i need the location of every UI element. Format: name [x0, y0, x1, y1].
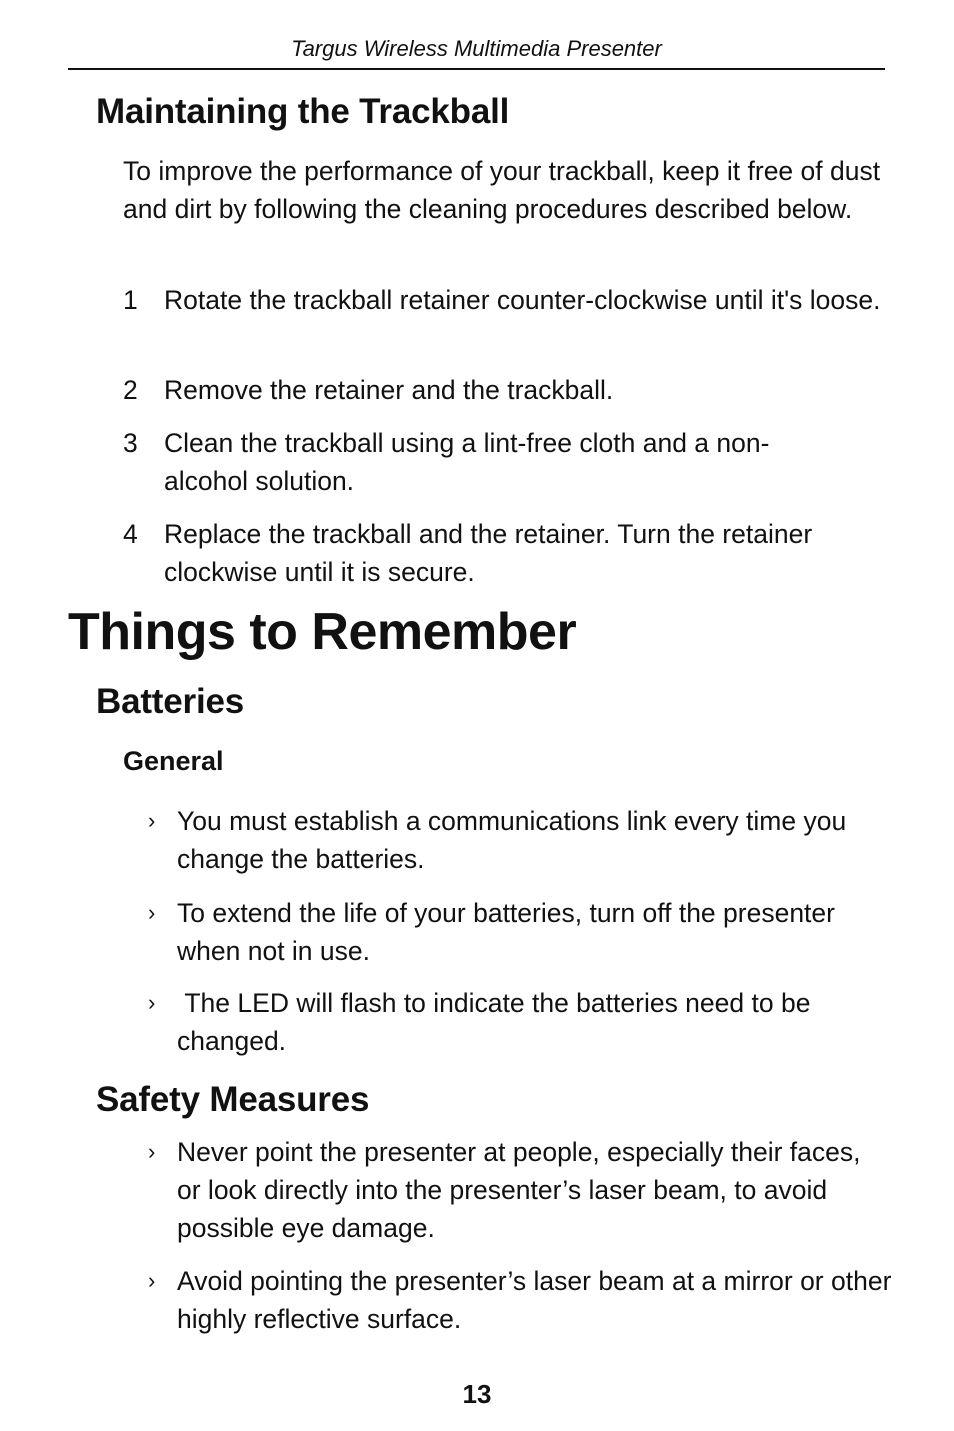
cleaning-step — [123, 371, 893, 409]
batteries-heading: Batteries — [96, 682, 244, 721]
battery-bullet — [148, 802, 868, 878]
things-to-remember-heading: Things to Remember — [68, 603, 577, 661]
step-number: 2 — [123, 375, 138, 405]
bullet-chevron-icon: › — [148, 1268, 156, 1293]
battery-bullet — [148, 894, 838, 970]
battery-bullet — [148, 984, 893, 1060]
bullet-chevron-icon: › — [148, 900, 156, 925]
maintaining-trackball-heading: Maintaining the Trackball — [96, 92, 510, 131]
trackball-intro-paragraph: To improve the performance of your trackball, keep it free of dust and dirt by following the cleaning procedures described below. — [123, 156, 881, 224]
bullet-text: You must establish a communications link every time you change the batteries. — [177, 806, 847, 874]
page-number: 13 — [462, 1379, 492, 1409]
step-number: 1 — [123, 285, 138, 315]
step-number: 3 — [123, 428, 138, 458]
general-heading: General — [123, 746, 224, 776]
cleaning-step — [123, 281, 893, 319]
bullet-chevron-icon: › — [148, 990, 156, 1015]
safety-bullet — [148, 1262, 893, 1338]
running-header: Targus Wireless Multimedia Presenter — [68, 34, 885, 70]
bullet-chevron-icon: › — [148, 1139, 156, 1164]
bullet-text: The LED will flash to indicate the batteries need to be changed. — [177, 988, 818, 1056]
step-text: Remove the retainer and the trackball. — [164, 375, 614, 405]
bullet-text: To extend the life of your batteries, turn off the presenter when not in use. — [177, 898, 835, 966]
cleaning-step — [123, 515, 893, 591]
safety-measures-heading: Safety Measures — [96, 1080, 370, 1119]
bullet-chevron-icon: › — [148, 808, 156, 833]
step-text: Rotate the trackball retainer counter-clockwise until it's loose. — [164, 285, 881, 315]
cleaning-step — [123, 424, 843, 500]
step-text: Clean the trackball using a lint-free cloth and a non-alcohol solution. — [164, 428, 770, 496]
step-text: Replace the trackball and the retainer. Turn the retainer clockwise until it is secure. — [164, 519, 813, 587]
step-number: 4 — [123, 519, 138, 549]
bullet-text: Avoid pointing the presenter’s laser beam at a mirror or other highly reflective surface. — [177, 1266, 892, 1334]
bullet-text: Never point the presenter at people, especially their faces, or look directly into the presenter’s laser beam, to avoid possible eye damage. — [177, 1137, 861, 1243]
safety-bullet — [148, 1133, 868, 1247]
